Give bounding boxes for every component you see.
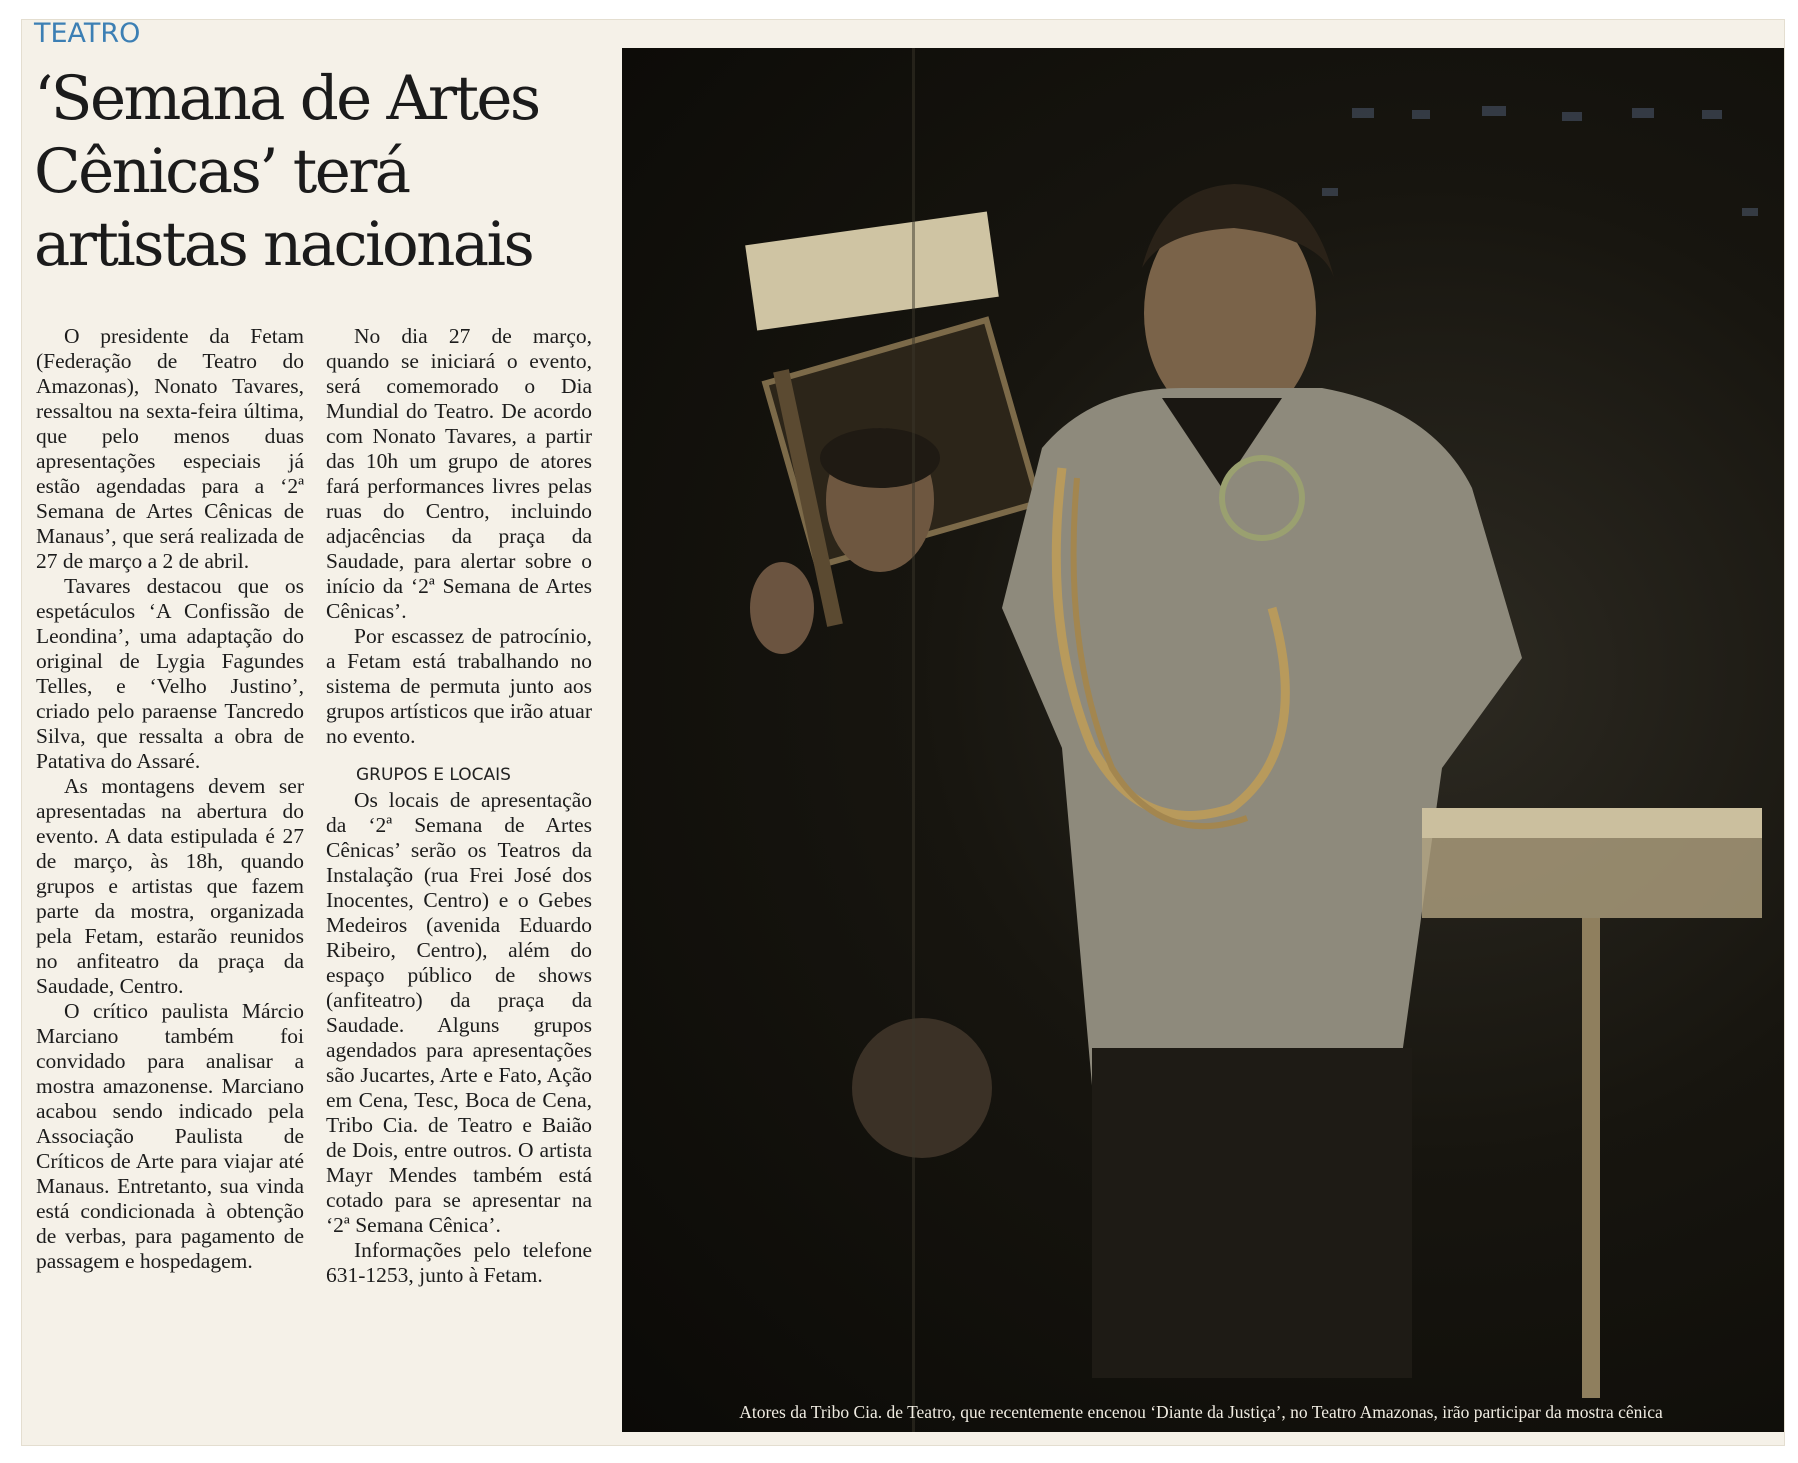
section-label: TEATRO (34, 18, 141, 49)
photo-illustration (622, 48, 1784, 1432)
subheading: GRUPOS E LOCAIS (356, 765, 511, 785)
paragraph: Informações pelo telefone 631-1253, junto à Fetam. (326, 1238, 592, 1287)
article-column-2 (326, 324, 592, 1288)
photo-caption: Atores da Tribo Cia. de Teatro, que recentemente encenou ‘Diante da Justiça’, no Teatro Amazonas, irão participar da mostra cênica (739, 1402, 1663, 1422)
paragraph: Por escassez de patrocínio, a Fetam está trabalhando no sistema de permuta junto aos grupos artísticos que irão atuar no evento. (326, 624, 592, 748)
paragraph: Tavares destacou que os espetáculos ‘A Confissão de Leondina’, uma adaptação do original de Lygia Fagundes Telles, e ‘Velho Justino’, criado pelo paraense Tancredo Silva, que ressalta a obra de Patativa do Assaré. (36, 574, 304, 773)
headline: ‘Semana de Artes Cênicas’ terá artistas nacionais (34, 63, 539, 280)
paragraph: As montagens devem ser apresentadas na abertura do evento. A data estipulada é 27 de março, às 18h, quando grupos e artistas que fazem parte da mostra, organizada pela Fetam, estarão reunidos no anfiteatro da praça da Saudade, Centro. (36, 774, 304, 998)
stage-photo (622, 48, 1784, 1432)
paragraph: O crítico paulista Márcio Marciano também foi convidado para analisar a mostra amazonense. Marciano acabou sendo indicado pela Associação Paulista de Críticos de Arte para viajar até Manaus. Entretanto, sua vinda está condicionada à obtenção de verbas, para pagamento de passagem e hospedagem. (36, 999, 304, 1273)
paragraph: Os locais de apresentação da ‘2ª Semana de Artes Cênicas’ serão os Teatros da Instalação (rua Frei José dos Inocentes, Centro) e o Gebes Medeiros (avenida Eduardo Ribeiro, Centro), além do espaço público de shows (anfiteatro) da praça da Saudade. Alguns grupos agendados para apresentações são Jucartes, Arte e Fato, Ação em Cena, Tesc, Boca de Cena, Tribo Cia. de Teatro e Baião de Dois, entre outros. O artista Mayr Mendes também está cotado para se apresentar na ‘2ª Semana Cênica’. (326, 788, 592, 1237)
article-column-1 (36, 324, 304, 1274)
paragraph: No dia 27 de março, quando se iniciará o evento, será comemorado o Dia Mundial do Teatro. De acordo com Nonato Tavares, a partir das 10h um grupo de atores fará performances livres pelas ruas do Centro, incluindo adjacências da praça da Saudade, para alertar sobre o início da ‘2ª Semana de Artes Cênicas’. (326, 324, 592, 623)
paragraph: O presidente da Fetam (Federação de Teatro do Amazonas), Nonato Tavares, ressaltou na sexta-feira última, que pelo menos duas apresentações especiais já estão agendadas para a ‘2ª Semana de Artes Cênicas de Manaus’, que será realizada de 27 de março a 2 de abril. (36, 324, 304, 573)
